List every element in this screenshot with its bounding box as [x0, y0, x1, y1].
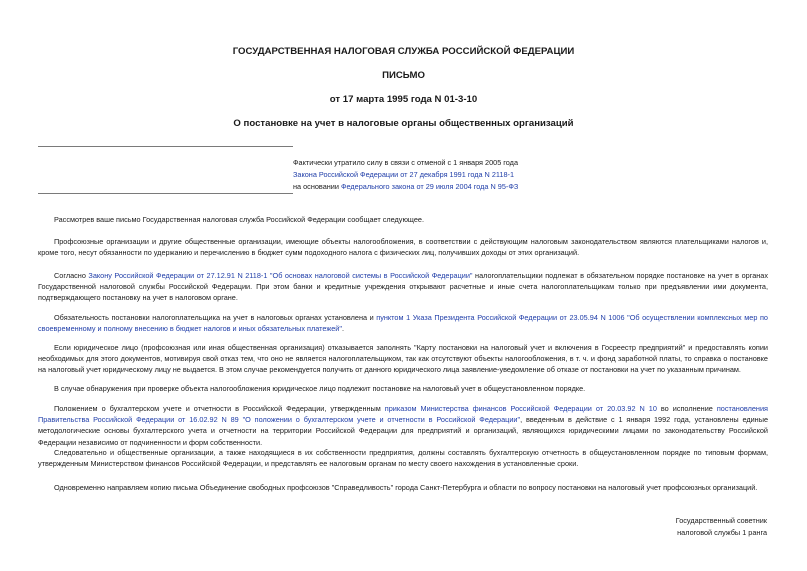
paragraph-3-text-a: Согласно [54, 271, 89, 280]
paragraph-4 [38, 312, 768, 334]
paragraph-5-text: Если юридическое лицо (профсоюзная или иная общественная организация) отказывается заполнять "Карту постановки на налоговый учет и включения в Госреестр предприятий" и предоставлять копии необходимых для этого документов, мотивируя свой отказ тем, что оно не является налогоплательщиком, так как отсутствуют объекты налогообложения, в т. ч. и фонд заработной платы, то справка о постановке на налоговый учет юридическому лицу не выдается. В этом случае рекомендуется получить от данного юридического лица заявление-уведомление об отказе от постановки на учет по указанным причинам. [38, 343, 768, 375]
paragraph-2 [38, 236, 768, 258]
document-date-number: от 17 марта 1995 года N 01-3-10 [329, 94, 478, 105]
paragraph-6-text: В случае обнаружения при проверке объекта налогообложения юридическое лицо подлежит постановке на налоговый учет в общеустановленном порядке. [54, 384, 586, 393]
paragraph-3 [38, 270, 768, 304]
paragraph-7-text-a: Положением о бухгалтерском учете и отчетности в Российской Федерации, утвержденным [54, 404, 385, 413]
paragraph-7-text-c: , введенным в действие с 1 января 1992 года, установлены единые методологические основы бухгалтерского учета и отчетности на территории Российской Федерации для предприятий и организаций, являющихся юридическими лицами по законодательству Российской Федерации независимо от подчиненности и форм собственности. [38, 415, 769, 447]
paragraph-3-text-b: налогоплательщики подлежат в обязательном порядке постановке на учет в органах Государственной налоговой службы Российской Федерации. При этом банки и кредитные учреждения открывают расчетные и иные счета налогоплательщикам только при предъявлении ими документа, подтверждающего постановку на учет в налоговом органе. [38, 271, 768, 303]
paragraph-7 [38, 403, 768, 448]
government-resolution-link[interactable]: постановления Правительства Российской Федерации от 16.02.92 N 89 "О положении о бухгалтерском учете и отчетности в Российской Федерации" [38, 404, 768, 425]
paragraph-1-text: Рассмотрев ваше письмо Государственная налоговая служба Российской Федерации сообщает следующее. [54, 215, 424, 224]
signature-block [676, 515, 767, 538]
paragraph-4-text-b: . [341, 324, 345, 334]
paragraph-9-text: Одновременно направляем копию письма Объединение свободных профсоюзов "Справедливость" города Санкт-Петербурга и области по вопросу постановки на налоговый учет профсоюзных организаций. [54, 483, 758, 492]
finance-ministry-order-link[interactable]: приказом Министерства финансов Российской Федерации от 20.03.92 N 10 [384, 404, 657, 413]
paragraph-8 [38, 447, 768, 469]
paragraph-5 [38, 342, 768, 376]
status-line-1: Фактически утратило силу в связи с отменой с 1 января 2005 года [293, 158, 519, 167]
status-line-3-prefix: на основании [293, 182, 341, 191]
paragraph-6 [38, 383, 768, 394]
paragraph-2-text: Профсоюзные организации и другие общественные организации, имеющие объекты налогообложения, в соответствии с действующим налоговым законодательством являются плательщиками налогов и, кроме того, несут обязанности по удержанию и перечислению в бюджет сумм подоходного налога с физических лиц, получивших доходы от этих организаций. [38, 237, 768, 258]
paragraph-1 [38, 214, 768, 225]
paragraph-7-text-b: во исполнение [656, 404, 717, 413]
document-subject: О постановке на учет в налоговые органы общественных организаций [233, 118, 574, 129]
signature-line-2: налоговой службы 1 ранга [677, 527, 767, 537]
presidential-decree-link[interactable]: пунктом 1 Указа Президента Российской Федерации от 23.05.94 N 1006 "Об осуществлении комплексных мер по своевременному и полному внесению в бюджет налогов и иных обязательных платежей" [38, 313, 768, 334]
status-note [293, 157, 518, 193]
agency-title: ГОСУДАРСТВЕННАЯ НАЛОГОВАЯ СЛУЖБА РОССИЙСКОЙ ФЕДЕРАЦИИ [232, 46, 575, 57]
tax-system-law-link[interactable]: Закону Российской Федерации от 27.12.91 N 2118-1 "Об основах налоговой системы в Российской Федерации" [88, 271, 473, 280]
status-federal-law-link[interactable]: Федерального закона от 29 июля 2004 года N 95-ФЗ [340, 182, 519, 191]
paragraph-4-text-a: Обязательность постановки налогоплательщика на учет в налоговых органах установлена и [54, 313, 377, 322]
document-type: ПИСЬМО [382, 70, 425, 81]
divider-top [38, 146, 293, 147]
paragraph-9 [38, 482, 768, 493]
status-law-link[interactable]: Закона Российской Федерации от 27 декабря 1991 года N 2118-1 [293, 170, 515, 179]
paragraph-8-text: Следовательно и общественные организации, а также находящиеся в их собственности предприятия, должны составлять бухгалтерскую отчетность в общеустановленном порядке по типовым формам, утвержденным Министерством финансов Российской Федерации, и представлять ее налоговым органам по месту своего нахождения в установленные сроки. [38, 448, 768, 469]
divider-bottom [38, 193, 293, 194]
signature-line-1: Государственный советник [675, 516, 767, 525]
